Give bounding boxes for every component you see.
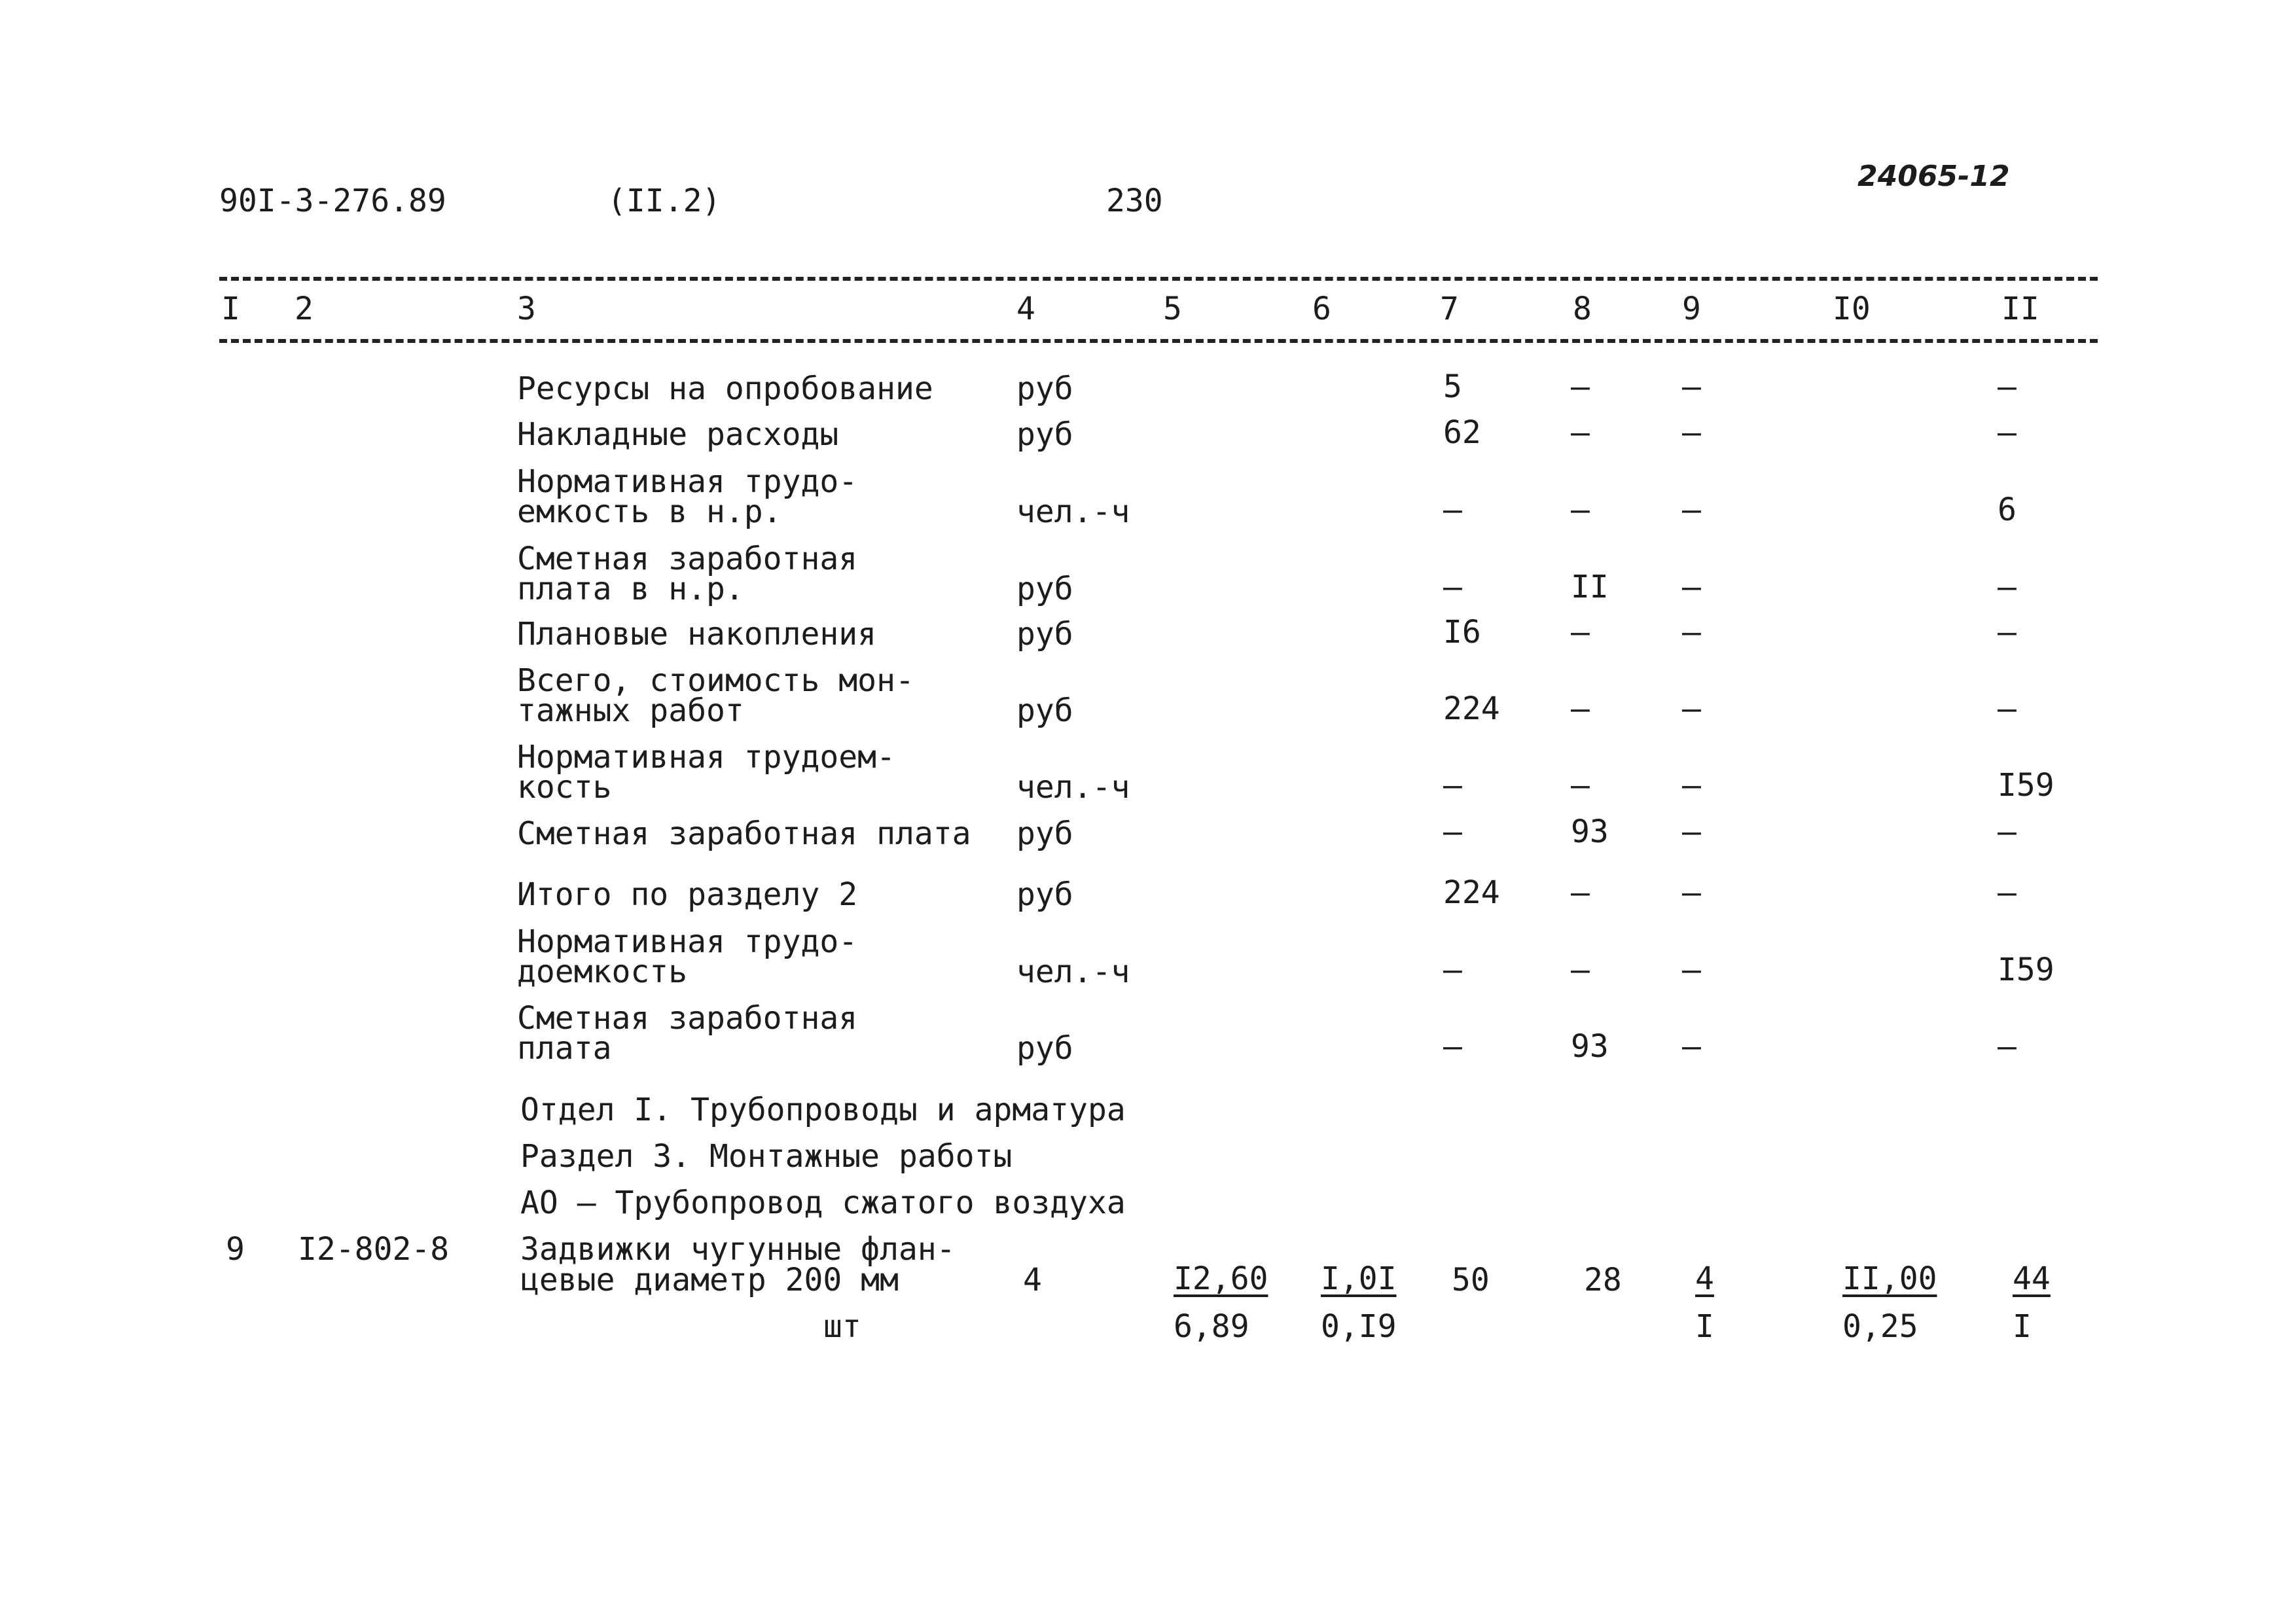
row-col8: – (1571, 874, 1590, 911)
row-col9: – (1682, 767, 1701, 804)
column-header-1: I (221, 291, 240, 327)
header-bottom-rule (219, 339, 2098, 343)
row-col11: – (1998, 690, 2017, 727)
page-number: 230 (1106, 183, 1163, 219)
row-col9: – (1682, 368, 1701, 405)
column-header-4: 4 (1016, 291, 1035, 327)
row-unit: чел.-ч (1016, 493, 1130, 530)
row-name: Нормативная трудо- (517, 923, 858, 960)
row-unit: чел.-ч (1016, 954, 1130, 990)
item-col8-value: 28 (1584, 1262, 1622, 1298)
row-name-continued: кость (517, 769, 612, 806)
row-col9: – (1682, 813, 1701, 850)
row-col7: – (1443, 952, 1462, 988)
row-name: Сметная заработная (517, 1000, 858, 1037)
item-number: 9 (226, 1231, 245, 1268)
row-col8: II (1571, 569, 1609, 605)
column-header-11: II (2001, 291, 2039, 327)
row-col7: – (1443, 1028, 1462, 1065)
document-code: 90I-3-276.89 (219, 183, 446, 219)
row-name: Плановые накопления (517, 616, 877, 652)
row-col9: – (1682, 1028, 1701, 1065)
item-col5-subvalue: 6,89 (1174, 1308, 1249, 1345)
item-col11-value: 44 (2013, 1260, 2051, 1297)
row-col8: – (1571, 414, 1590, 451)
row-col9: – (1682, 874, 1701, 911)
row-unit: руб (1016, 616, 1073, 652)
item-unit: шт (823, 1308, 861, 1345)
row-col8: – (1571, 614, 1590, 651)
item-col6-value: I,0I (1321, 1260, 1397, 1297)
row-unit: руб (1016, 571, 1073, 607)
item-name: Задвижки чугунные флан- (520, 1231, 956, 1268)
row-col8: – (1571, 491, 1590, 528)
item-col6-subvalue: 0,I9 (1321, 1308, 1397, 1345)
row-unit: руб (1016, 815, 1073, 852)
row-name: Ресурсы на опробование (517, 370, 933, 407)
row-col9: – (1682, 569, 1701, 605)
header-top-rule (219, 277, 2098, 281)
row-col7: I6 (1443, 614, 1481, 651)
row-col7: – (1443, 569, 1462, 605)
row-name-continued: доемкость (517, 954, 688, 990)
row-col7: 5 (1443, 368, 1462, 405)
section-razdel-heading: Раздел 3. Монтажные работы (520, 1138, 1013, 1175)
row-col8: – (1571, 690, 1590, 727)
row-col11: – (1998, 614, 2017, 651)
row-col11: – (1998, 813, 2017, 850)
row-col8: – (1571, 952, 1590, 988)
column-header-7: 7 (1440, 291, 1459, 327)
item-name-continued: цевые диаметр 200 мм (520, 1262, 899, 1298)
row-col11: I59 (1998, 767, 2054, 804)
row-col7: 224 (1443, 690, 1500, 727)
column-header-9: 9 (1682, 291, 1701, 327)
row-col11: 6 (1998, 491, 2017, 528)
column-header-6: 6 (1312, 291, 1331, 327)
row-col7: – (1443, 491, 1462, 528)
row-unit: руб (1016, 692, 1073, 729)
row-unit: руб (1016, 876, 1073, 913)
row-col11: – (1998, 414, 2017, 451)
row-unit: руб (1016, 1030, 1073, 1067)
sheet-reference: (II.2) (607, 183, 721, 219)
section-department-heading: Отдел I. Трубопроводы и арматура (520, 1092, 1126, 1128)
row-col11: – (1998, 368, 2017, 405)
item-col7-value: 50 (1452, 1262, 1490, 1298)
row-name: Нормативная трудоем- (517, 739, 895, 776)
row-col11: I59 (1998, 952, 2054, 988)
column-header-8: 8 (1573, 291, 1592, 327)
item-col5-value: I2,60 (1174, 1260, 1268, 1297)
handwritten-reference: 24065-12 (1857, 160, 2010, 193)
row-name-continued: плата (517, 1030, 612, 1067)
item-code: I2-802-8 (298, 1231, 450, 1268)
row-name: Сметная заработная плата (517, 815, 971, 852)
row-name-continued: плата в н.р. (517, 571, 744, 607)
column-header-2: 2 (295, 291, 314, 327)
row-name: Итого по разделу 2 (517, 876, 858, 913)
row-col9: – (1682, 491, 1701, 528)
column-header-10: I0 (1833, 291, 1871, 327)
row-col7: – (1443, 767, 1462, 804)
row-col7: 62 (1443, 414, 1481, 451)
row-name: Накладные расходы (517, 416, 839, 453)
row-name: Сметная заработная (517, 541, 858, 577)
row-col9: – (1682, 414, 1701, 451)
row-col9: – (1682, 614, 1701, 651)
row-col11: – (1998, 874, 2017, 911)
row-col8: 93 (1571, 1028, 1609, 1065)
row-unit: руб (1016, 416, 1073, 453)
row-col8: 93 (1571, 813, 1609, 850)
row-unit: руб (1016, 370, 1073, 407)
row-name-continued: емкость в н.р. (517, 493, 782, 530)
row-col11: – (1998, 1028, 2017, 1065)
section-subtitle: АО – Трубопровод сжатого воздуха (520, 1185, 1126, 1221)
row-name: Всего, стоимость мон- (517, 662, 914, 699)
item-col11-subvalue: I (2013, 1308, 2032, 1345)
item-col10-subvalue: 0,25 (1842, 1308, 1918, 1345)
item-quantity: 4 (1023, 1262, 1042, 1298)
row-name: Нормативная трудо- (517, 463, 858, 500)
item-col9-value: 4 (1695, 1260, 1714, 1297)
row-unit: чел.-ч (1016, 769, 1130, 806)
row-col8: – (1571, 767, 1590, 804)
item-col9-subvalue: I (1695, 1308, 1714, 1345)
item-col10-value: II,00 (1842, 1260, 1937, 1297)
row-col9: – (1682, 690, 1701, 727)
row-col8: – (1571, 368, 1590, 405)
row-col9: – (1682, 952, 1701, 988)
column-header-3: 3 (517, 291, 536, 327)
row-col7: – (1443, 813, 1462, 850)
row-col7: 224 (1443, 874, 1500, 911)
column-header-5: 5 (1163, 291, 1182, 327)
row-col11: – (1998, 569, 2017, 605)
row-name-continued: тажных работ (517, 692, 744, 729)
